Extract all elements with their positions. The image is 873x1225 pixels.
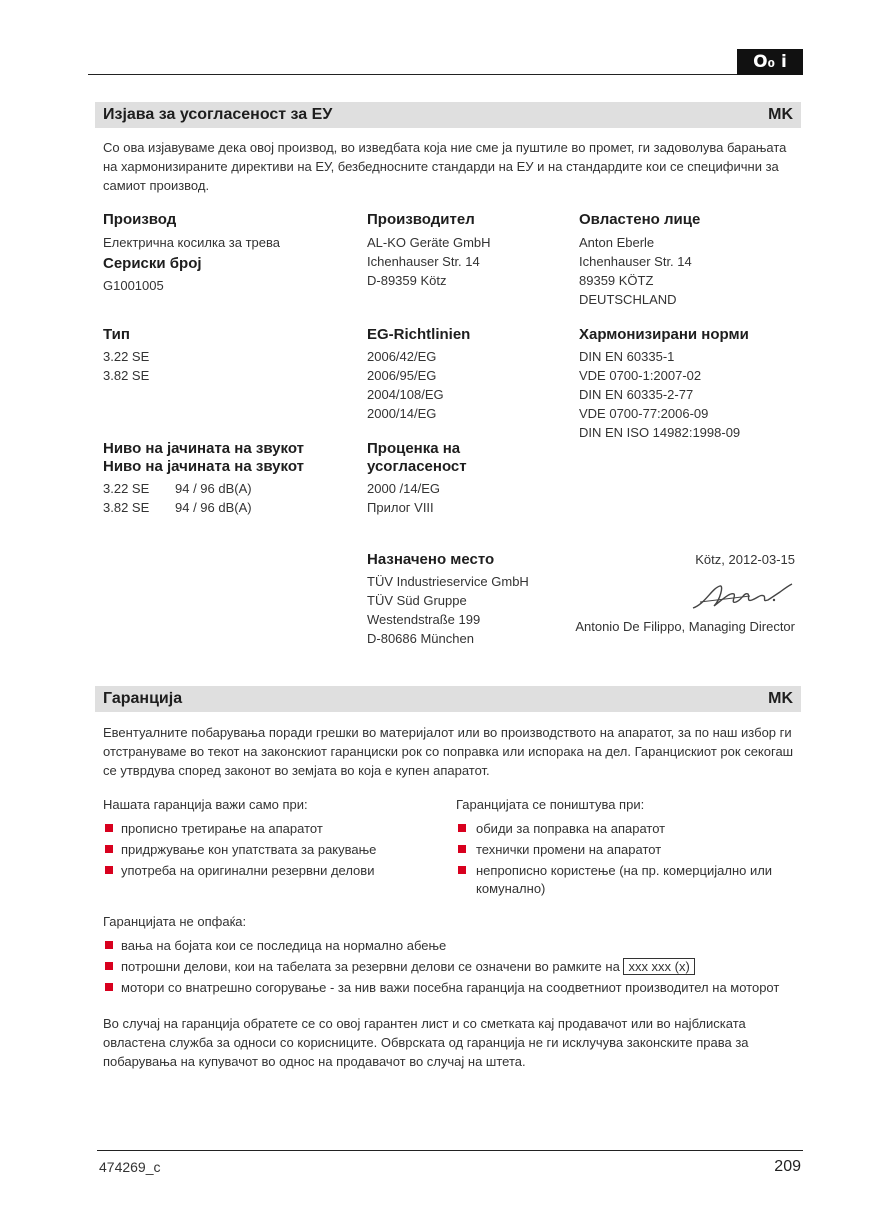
warranty-language-code: MK — [768, 690, 793, 707]
conformity-assessment-label: усогласеност — [367, 458, 467, 475]
warranty-exclusion-item — [121, 957, 695, 976]
warranty-void-item: обиди за поправка на апаратот — [476, 821, 666, 836]
warranty-exclusion-item: мотори со внатрешно согорување - за нив важи посебна гаранција на соодветниот производител на моторот — [121, 980, 780, 995]
warranty-void-item: непрописно користење (на пр. комерцијално или — [476, 863, 773, 878]
manufacturer-line: Ichenhauser Str. 14 — [367, 254, 480, 269]
warranty-valid-item: придржување кон упатствата за ракување — [121, 842, 377, 857]
warranty-valid-item: прописно третирање на апаратот — [121, 821, 323, 836]
bullet-icon — [105, 866, 113, 874]
sound-level-label: Ниво на јачината на звукот — [103, 458, 304, 475]
warranty-void-title: Гаранцијата се поништува при: — [456, 797, 645, 812]
sound-value: 94 / 96 dB(A) — [175, 500, 252, 515]
warranty-closing-text: Во случај на гаранција обратете се со овој гарантен лист и со сметката кај продавачот или во најблиската овластена служба за односи со корисниците. Обврската од гаранција не ги исклучува законските права за побарувања на купувачот во однос на продавачот во случај на штета. — [103, 1016, 749, 1069]
spare-part-frame: xxx xxx (x) — [623, 958, 694, 975]
assessment-line: 2000 /14/EG — [367, 481, 440, 496]
info-logo: O₀ i — [737, 49, 803, 75]
bullet-icon — [105, 845, 113, 853]
ce-section-bar — [95, 102, 801, 128]
bullet-icon — [458, 845, 466, 853]
harmonized-norm: DIN EN 60335-2-77 — [579, 387, 694, 402]
document-code: 474269_c — [99, 1159, 161, 1175]
type-line: 3.22 SE — [103, 349, 150, 364]
warranty-exclusion-text: потрошни делови, кои на табелата за резервни делови се означени во рамките на — [121, 959, 620, 974]
eg-directive: 2004/108/EG — [367, 387, 444, 402]
warranty-valid-item: употреба на оригинални резервни делови — [121, 863, 375, 878]
eg-directive: 2006/95/EG — [367, 368, 437, 383]
manufacturer-line: AL-KO Geräte GmbH — [367, 235, 491, 250]
authorized-label: Овластено лице — [579, 211, 701, 228]
warranty-section-bar — [95, 686, 801, 712]
harmonized-norm: VDE 0700-77:2006-09 — [579, 406, 709, 421]
bullet-icon — [105, 983, 113, 991]
signatory-name: Antonio De Filippo, Managing Director — [575, 619, 795, 634]
warranty-intro-text: Евентуалните побарувања поради грешки во материјалот или во производството на апаратот, за по наш избор ги отстрануваме во текот на законскиот гаранциски рок со поправка или испорака на дел. Гаранцискиот рок секогаш се утврдува според законот во земјата во која е купен апаратот. — [103, 725, 794, 778]
authorized-line: 89359 KÖTZ — [579, 273, 654, 288]
eg-directive: 2000/14/EG — [367, 406, 437, 421]
header-rule — [88, 74, 803, 75]
type-label: Тип — [103, 326, 130, 343]
product-label: Производ — [103, 211, 177, 228]
signature-image — [690, 578, 795, 616]
manufacturer-line: D-89359 Kötz — [367, 273, 447, 288]
warranty-void-item-continued: комунално) — [476, 881, 546, 896]
notified-body-line: TÜV Industrieservice GmbH — [367, 574, 529, 589]
ce-intro-text: Со ова изјавуваме дека овој производ, во изведбата која ние сме ја пуштиле во промет, ги задоволува барањата на хармонизираните директиви на ЕУ, безбедносните стандарди на ЕУ и на стандардите кои се специфични за самиот производ. — [103, 140, 787, 193]
sound-level-label: Ниво на јачината на звукот — [103, 440, 304, 457]
warranty-void-item: технички промени на апаратот — [476, 842, 662, 857]
bullet-icon — [105, 824, 113, 832]
ce-section-title: Изјава за усогласеност за ЕУ — [103, 106, 333, 123]
page-number: 209 — [774, 1158, 801, 1175]
bullet-icon — [458, 824, 466, 832]
harmonized-norm: DIN EN ISO 14982:1998-09 — [579, 425, 741, 440]
eg-directive: 2006/42/EG — [367, 349, 437, 364]
serial-label: Сериски број — [103, 255, 202, 272]
warranty-exclusion-item: вања на бојата кои се последица на нормално абење — [121, 938, 447, 953]
harmonized-norm: VDE 0700-1:2007-02 — [579, 368, 702, 383]
notified-body-label: Назначено место — [367, 551, 495, 568]
notified-body-line: D-80686 München — [367, 631, 474, 646]
sound-type: 3.22 SE — [103, 481, 150, 496]
authorized-line: Ichenhauser Str. 14 — [579, 254, 692, 269]
serial-value: G1001005 — [103, 278, 164, 293]
footer-rule — [97, 1150, 803, 1151]
notified-body-line: Westendstraße 199 — [367, 612, 481, 627]
warranty-valid-title: Нашата гаранција важи само при: — [103, 797, 308, 812]
warranty-exclusions-title: Гаранцијата не опфаќа: — [103, 914, 247, 929]
harmonized-norm: DIN EN 60335-1 — [579, 349, 675, 364]
manufacturer-label: Производител — [367, 211, 475, 228]
bullet-icon — [105, 941, 113, 949]
notified-body-line: TÜV Süd Gruppe — [367, 593, 467, 608]
place-and-date: Kötz, 2012-03-15 — [695, 552, 795, 567]
bullet-icon — [105, 962, 113, 970]
authorized-line: DEUTSCHLAND — [579, 292, 677, 307]
product-value: Електрична косилка за трева — [103, 235, 280, 250]
sound-value: 94 / 96 dB(A) — [175, 481, 252, 496]
harmonized-norms-label: Хармонизирани норми — [579, 326, 749, 343]
warranty-section-title: Гаранција — [103, 690, 183, 707]
conformity-assessment-label: Проценка на — [367, 440, 461, 457]
assessment-line: Прилог VIII — [367, 500, 434, 515]
type-line: 3.82 SE — [103, 368, 150, 383]
ce-language-code: MK — [768, 106, 793, 123]
eg-directives-label: EG-Richtlinien — [367, 326, 471, 343]
authorized-line: Anton Eberle — [579, 235, 655, 250]
bullet-icon — [458, 866, 466, 874]
sound-type: 3.82 SE — [103, 500, 150, 515]
